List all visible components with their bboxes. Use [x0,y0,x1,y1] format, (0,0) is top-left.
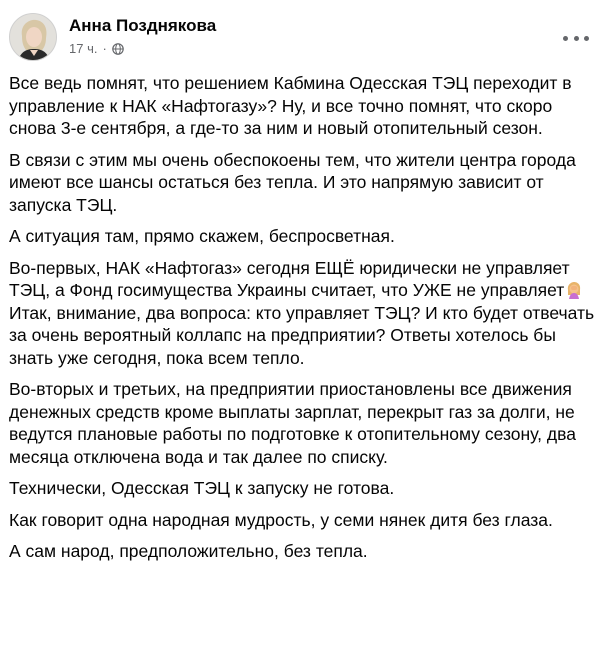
post-paragraph-5: Во-вторых и третьих, на предприятии приостановлены все движения денежных средств кроме выплаты зарплат, перекрыт газ за долги, не ведутся плановые работы по подготовке к отопительному сезону, два месяца отключена вода и так далее по списку. [9,379,581,467]
post-paragraph-2: В связи с этим мы очень обеспокоены тем, что жители центра города имеют все шансы остаться без тепла. И это напрямую зависит от запуска ТЭЦ. [9,149,581,215]
author-name[interactable]: Анна Позднякова [69,16,217,35]
post-paragraph-8: А сам народ, предположительно, без тепла. [9,541,368,561]
meta-separator: · [102,41,107,56]
post-header [9,10,605,62]
post-paragraph-7: Как говорит одна народная мудрость, у семи нянек дитя без глаза. [9,509,553,530]
post-paragraph-1: Все ведь помнят, что решением Кабмина Одесская ТЭЦ переходит в управление к НАК «Нафтогазу»? Ну, и все точно помнят, что скоро снова 3-е сентября, а где-то за ним и новый отопительный сезон. [9,73,577,138]
post-meta [69,41,124,56]
post-paragraph-4 [9,257,599,370]
post-paragraph-3: А ситуация там, прямо скажем, беспросветная. [9,226,395,246]
woman-facepalming-emoji [565,281,583,299]
avatar-image [10,14,57,61]
post-paragraph-4-part-2: Итак, внимание, два вопроса: кто управляет ТЭЦ? И кто будет отвечать за очень вероятный коллапс на предприятии? Ответы хотелось бы знать уже сегодня, пока всем тепло. [9,280,600,368]
more-options-icon[interactable] [563,30,589,46]
globe-icon [112,43,124,55]
post-paragraph-4-part-1: Во-первых, НАК «Нафтогаз» сегодня ЕЩЁ юридически не управляет ТЭЦ, а Фонд госимущества Украины считает, что УЖЕ не управляет [9,257,575,300]
post-paragraph-6: Технически, Одесская ТЭЦ к запуску не готова. [9,478,395,498]
avatar[interactable] [9,13,57,61]
post-body [9,72,599,572]
post-timestamp[interactable]: 17 ч. [69,41,98,56]
